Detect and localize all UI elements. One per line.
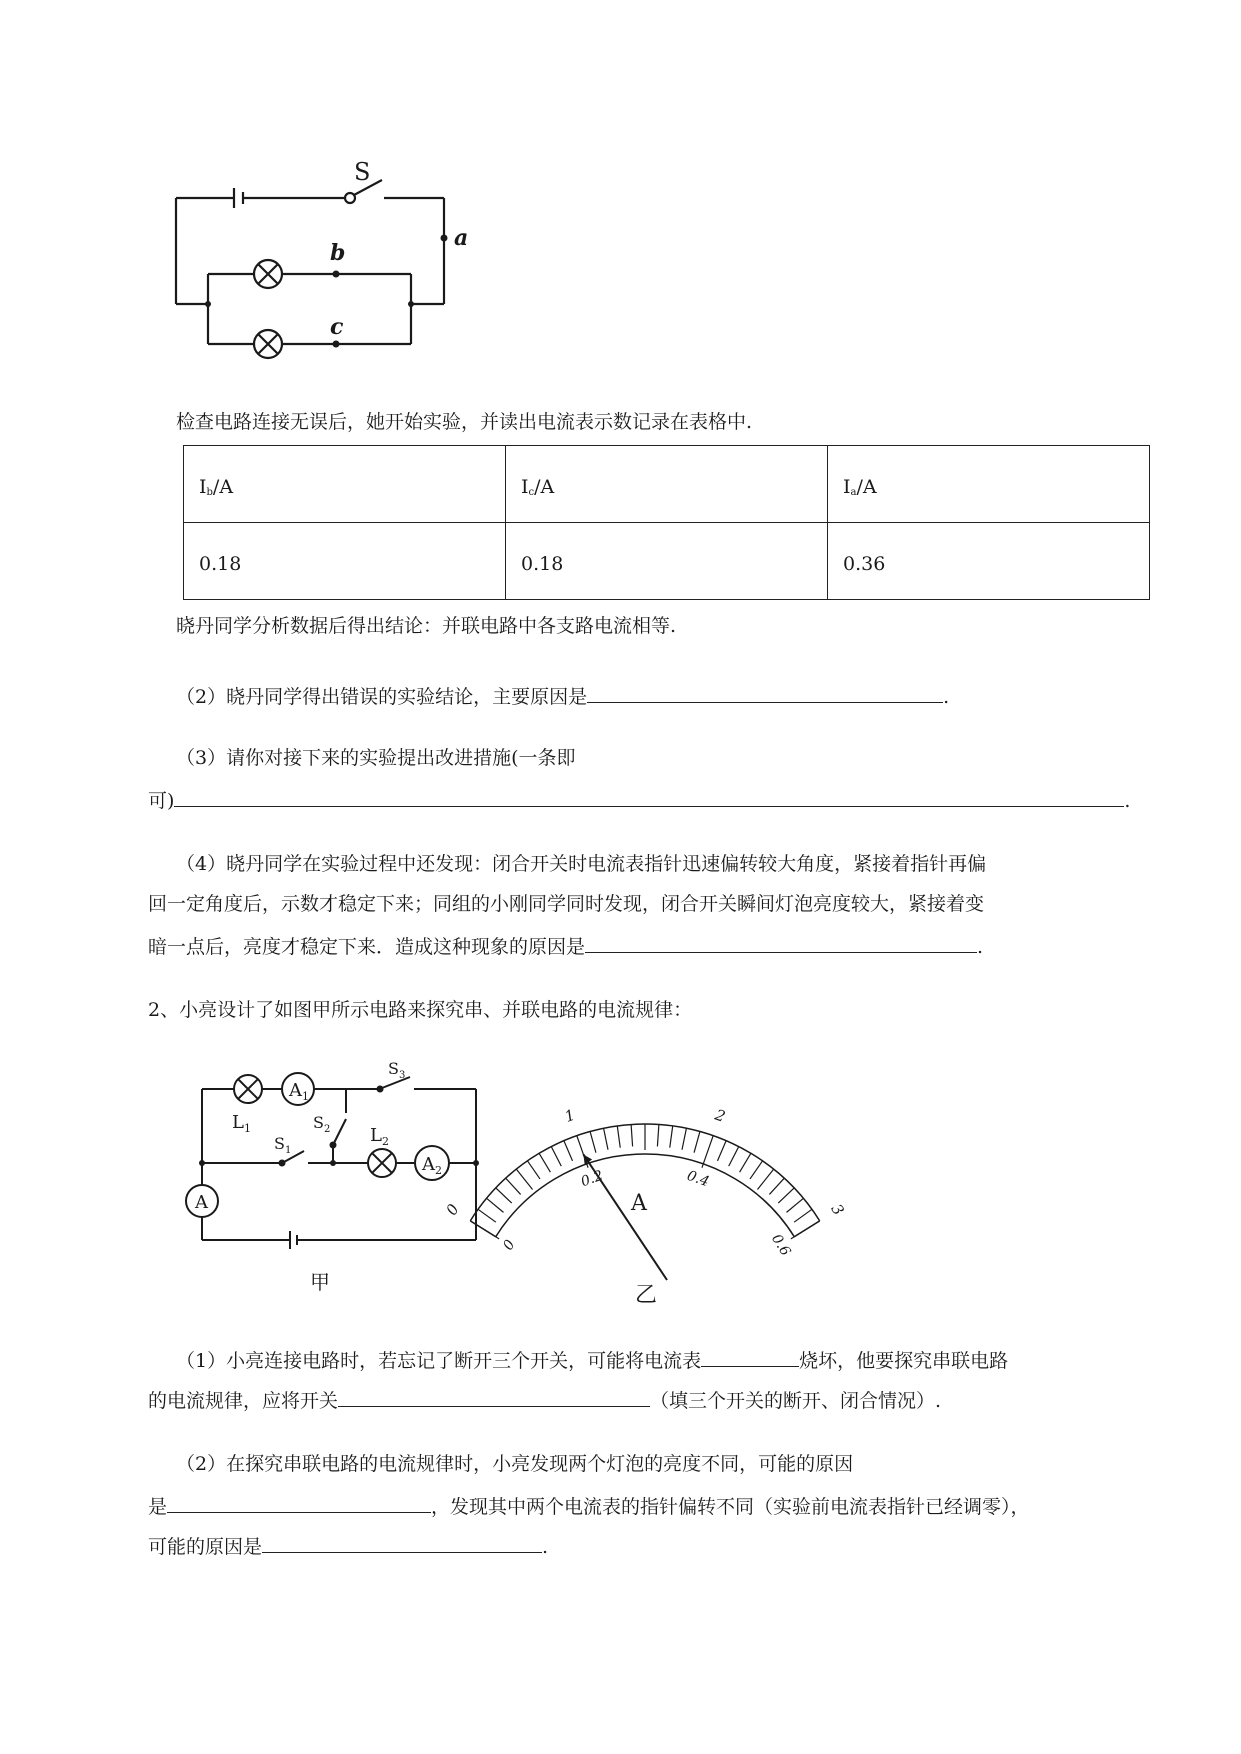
ammeter-a2-label: $A_2$ <box>422 1154 442 1177</box>
question-2-2-line2 <box>148 1492 1030 1519</box>
ammeter-a1-label: $A_1$ <box>289 1080 309 1103</box>
meter-outer-label: 2 <box>712 1105 728 1126</box>
question-2-2-line1: （2）在探究串联电路的电流规律时，小亮发现两个灯泡的亮度不同，可能的原因 <box>176 1453 854 1475</box>
meter-inner-label: 0 <box>500 1237 519 1254</box>
point-label-b: b <box>330 240 346 266</box>
point-label-c: c <box>330 314 344 340</box>
table-header-ia: $I_a/A$ <box>828 446 1150 523</box>
question-2-1-line2 <box>148 1386 941 1413</box>
question-2-1-line1 <box>176 1346 1008 1373</box>
lamp-l1-label: $L_1$ <box>232 1112 251 1135</box>
meter-tick <box>617 1126 620 1148</box>
meter-tick <box>527 1161 540 1179</box>
answer-blank-1-2[interactable] <box>587 682 943 703</box>
period: . <box>977 936 984 958</box>
junction-left-dot <box>205 301 211 307</box>
table-value-ic: 0.18 <box>506 523 828 600</box>
question-1-4-line1: （4）晓丹同学在实验过程中还发现：闭合开关时电流表指针迅速偏转较大角度，紧接着指针再偏 <box>176 853 987 875</box>
problem-2-title: 2、小亮设计了如图甲所示电路来探究串、并联电路的电流规律： <box>148 999 693 1021</box>
question-1-4-line3 <box>148 932 983 959</box>
question-1-3-line1: （3）请你对接下来的实验提出改进措施(一条即 <box>176 747 576 769</box>
switch-s1-label: $S_1$ <box>274 1134 292 1156</box>
period: . <box>542 1536 549 1558</box>
lamp-l2-label: $L_2$ <box>370 1125 389 1148</box>
question-1-3-line2 <box>148 786 1130 813</box>
question-1-2-text: （2）晓丹同学得出错误的实验结论，主要原因是 <box>176 686 588 708</box>
table-header-ic: $I_c/A$ <box>506 446 828 523</box>
meter-needle <box>583 1154 667 1280</box>
junction-dot <box>473 1160 479 1166</box>
question-1-4-line2: 回一定角度后，示数才稳定下来；同组的小刚同学同时发现，闭合开关瞬间灯泡亮度较大，紧接着变 <box>148 893 985 915</box>
answer-blank-1-4[interactable] <box>585 932 977 953</box>
question-2-1-text-c: 的电流规律，应将开关 <box>148 1390 339 1412</box>
answer-blank-1-3[interactable] <box>174 786 1124 807</box>
meter-inner-label: 0.6 <box>768 1231 794 1259</box>
check-text: 检查电路连接无误后，她开始实验，并读出电流表示数记录在表格中. <box>176 411 753 433</box>
meter-tick <box>590 1131 596 1152</box>
meter-tick <box>564 1141 573 1161</box>
meter-tick <box>551 1147 561 1167</box>
meter-inner-label: 0.4 <box>684 1167 712 1191</box>
question-2-1-text-b: 烧坏，他要探究串联电路 <box>799 1350 1009 1372</box>
point-label-a: a <box>454 225 469 251</box>
point-a-dot <box>441 235 448 242</box>
meter-tick <box>516 1169 532 1189</box>
question-1-3-text: 可) <box>148 790 175 812</box>
meter-tick <box>539 1153 550 1172</box>
answer-blank-2-1a[interactable] <box>701 1346 799 1367</box>
table-value-row <box>184 523 1150 600</box>
meter-tick <box>702 1136 713 1168</box>
meter-tick <box>778 1188 794 1203</box>
meter-tick <box>791 1221 820 1239</box>
meter-tick <box>794 1209 812 1222</box>
junction-dot <box>199 1160 205 1166</box>
meter-tick <box>750 1161 763 1179</box>
answer-blank-2-1b[interactable] <box>338 1386 650 1407</box>
circuit-diagram-1 <box>160 150 490 370</box>
meter-tick <box>506 1178 521 1194</box>
meter-tick <box>694 1131 700 1152</box>
meter-tick <box>631 1124 632 1146</box>
switch-s2-label: $S_2$ <box>313 1113 331 1135</box>
table-header-ib: $I_b/A$ <box>184 446 506 523</box>
meter-tick <box>717 1141 726 1161</box>
table-value-ib: 0.18 <box>184 523 506 600</box>
meter-tick <box>787 1198 804 1212</box>
meter-tick <box>769 1178 784 1194</box>
question-2-2-text-a: 是 <box>148 1496 168 1518</box>
meter-tick <box>657 1124 658 1146</box>
period: . <box>1124 790 1131 812</box>
meter-tick <box>496 1188 512 1203</box>
ammeter-dial-yi <box>442 1080 848 1310</box>
junction-right-dot <box>408 301 414 307</box>
question-2-2-text-b: ，发现其中两个电流表的指针偏转不同（实验前电流表指针已经调零）， <box>431 1496 1030 1518</box>
meter-unit-label: A <box>631 1191 647 1216</box>
question-1-2 <box>176 682 949 709</box>
answer-blank-2-2a[interactable] <box>167 1492 431 1513</box>
circuit-diagram-jia <box>170 1055 500 1305</box>
junction-dot <box>330 1160 336 1166</box>
meter-inner-label: 0.2 <box>578 1167 606 1191</box>
meter-outer-label: 0 <box>442 1200 463 1219</box>
meter-tick <box>757 1169 773 1189</box>
question-2-2-text-c: 可能的原因是 <box>148 1536 263 1558</box>
question-2-1-text-a: （1）小亮连接电路时，若忘记了断开三个开关，可能将电流表 <box>176 1350 702 1372</box>
point-b-dot <box>333 271 340 278</box>
point-c-dot <box>333 341 340 348</box>
meter-tick <box>729 1147 739 1167</box>
meter-outer-label: 1 <box>562 1105 578 1126</box>
meter-tick <box>682 1128 686 1150</box>
meter-tick <box>604 1128 608 1150</box>
switch-s3-label: $S_3$ <box>388 1059 406 1081</box>
table-value-ia: 0.36 <box>828 523 1150 600</box>
question-1-4-text: 暗一点后，亮度才稳定下来．造成这种现象的原因是 <box>148 936 586 958</box>
caption-yi: 乙 <box>635 1283 658 1308</box>
meter-tick <box>670 1126 673 1148</box>
table-header-row <box>184 446 1150 523</box>
question-2-1-text-d: （填三个开关的断开、闭合情况）. <box>650 1390 942 1412</box>
current-table <box>183 445 1150 600</box>
meter-outer-label: 3 <box>827 1200 848 1219</box>
question-2-2-line3 <box>148 1532 548 1559</box>
caption-jia: 甲 <box>310 1270 330 1294</box>
answer-blank-2-2b[interactable] <box>262 1532 542 1553</box>
period: . <box>943 686 950 708</box>
ammeter-a-label: A <box>195 1192 208 1213</box>
switch-label-s: S <box>354 158 371 186</box>
meter-tick <box>740 1153 751 1172</box>
conclusion-text: 晓丹同学分析数据后得出结论：并联电路中各支路电流相等. <box>176 615 677 637</box>
